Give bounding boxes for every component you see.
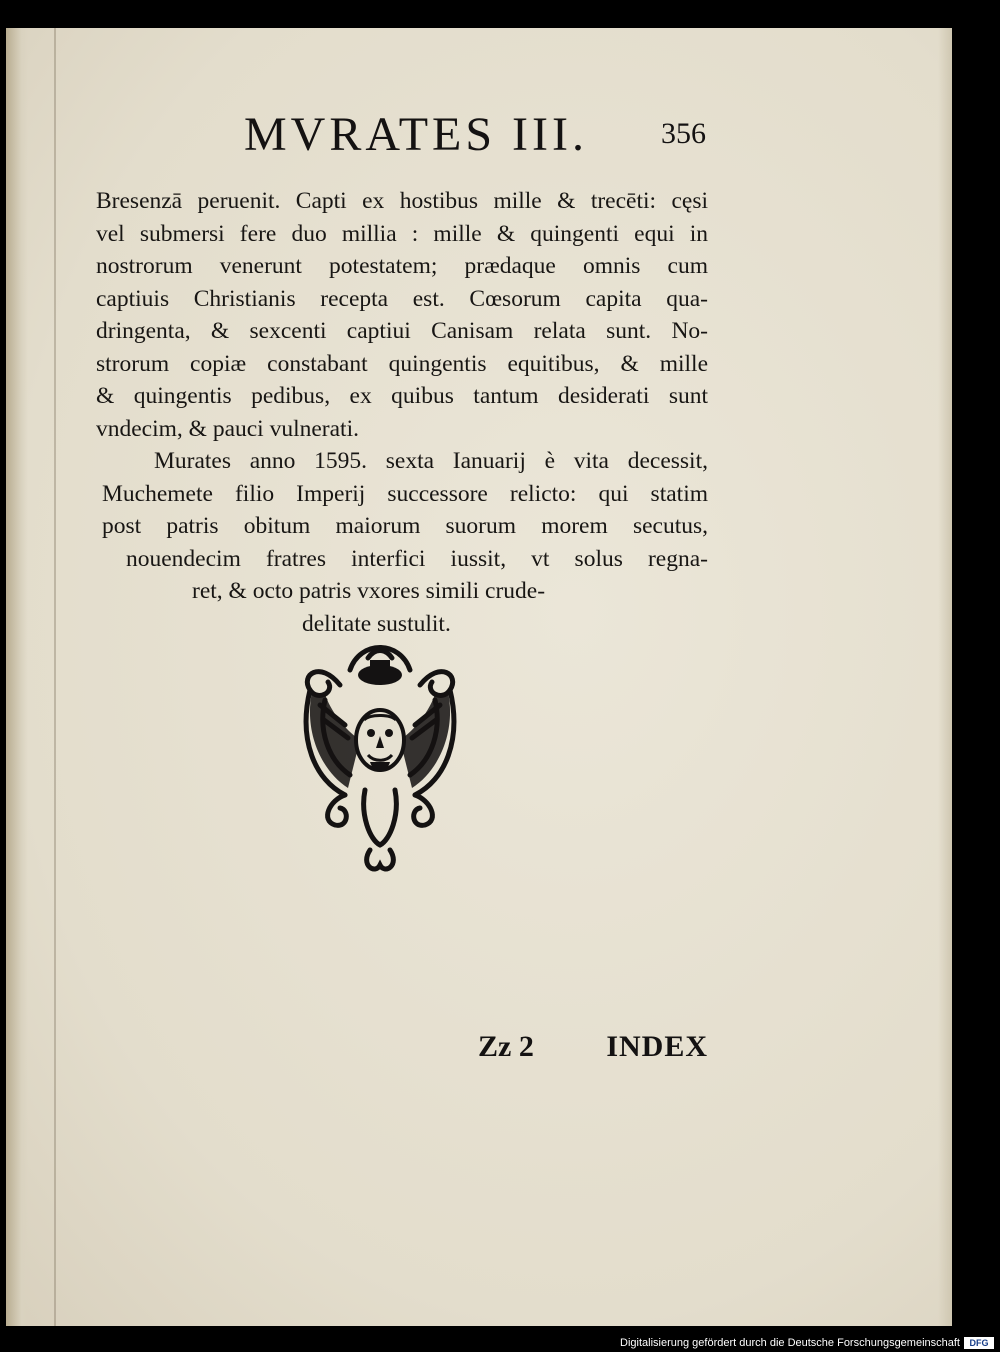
- grotesque-mask-ornament-icon: [290, 630, 470, 880]
- text-line: post patris obitum maiorum suorum morem secutus,: [102, 513, 708, 539]
- text-line: dringenta, & sexcenti captiui Canisam relata sunt. No-: [96, 318, 708, 344]
- footer-bar: [0, 1334, 1000, 1352]
- text-line: & quingentis pedibus, ex quibus tantum desiderati sunt: [96, 383, 708, 409]
- running-head: [240, 105, 710, 175]
- text-line: vndecim, & pauci vulnerati.: [96, 415, 359, 442]
- text-line: vel submersi fere duo millia : mille & quingenti equi in: [96, 220, 708, 247]
- text-line: Muchemete filio Imperij successore relicto: qui statim: [102, 480, 708, 507]
- page-spine-shadow: [6, 28, 28, 1326]
- text-line: Bresenzā peruenit. Capti ex hostibus mille & trecēti: cęsi: [96, 188, 708, 214]
- catchwords: [478, 1030, 718, 1074]
- signature-mark: Zz 2: [478, 1030, 534, 1063]
- page-number: 356: [661, 117, 706, 150]
- paragraph-start-line: Murates anno 1595. sexta Ianuarij è vita decessit,: [154, 448, 708, 474]
- funding-credit: Digitalisierung gefördert durch die Deutsche Forschungsgemeinschaft: [620, 1337, 960, 1349]
- text-line: delitate sustulit.: [302, 610, 451, 637]
- text-line: strorum copiæ constabant quingentis equitibus, & mille: [96, 350, 708, 377]
- gutter-line: [54, 28, 56, 1326]
- catchword: INDEX: [606, 1030, 708, 1063]
- text-line: nouendecim fratres interfici iussit, vt solus regna-: [126, 545, 708, 572]
- dfg-logo: DFG: [964, 1337, 994, 1349]
- text-line: captiuis Christianis recepta est. Cœsorum capita qua-: [96, 285, 708, 312]
- body-text: [96, 185, 708, 640]
- page-edge-shadow: [938, 28, 952, 1326]
- text-line: ret, & octo patris vxores simili crude-: [192, 578, 546, 604]
- text-line: nostrorum venerunt potestatem; prædaque omnis cum: [96, 253, 708, 279]
- running-head-title: MVRATES III.: [244, 108, 588, 161]
